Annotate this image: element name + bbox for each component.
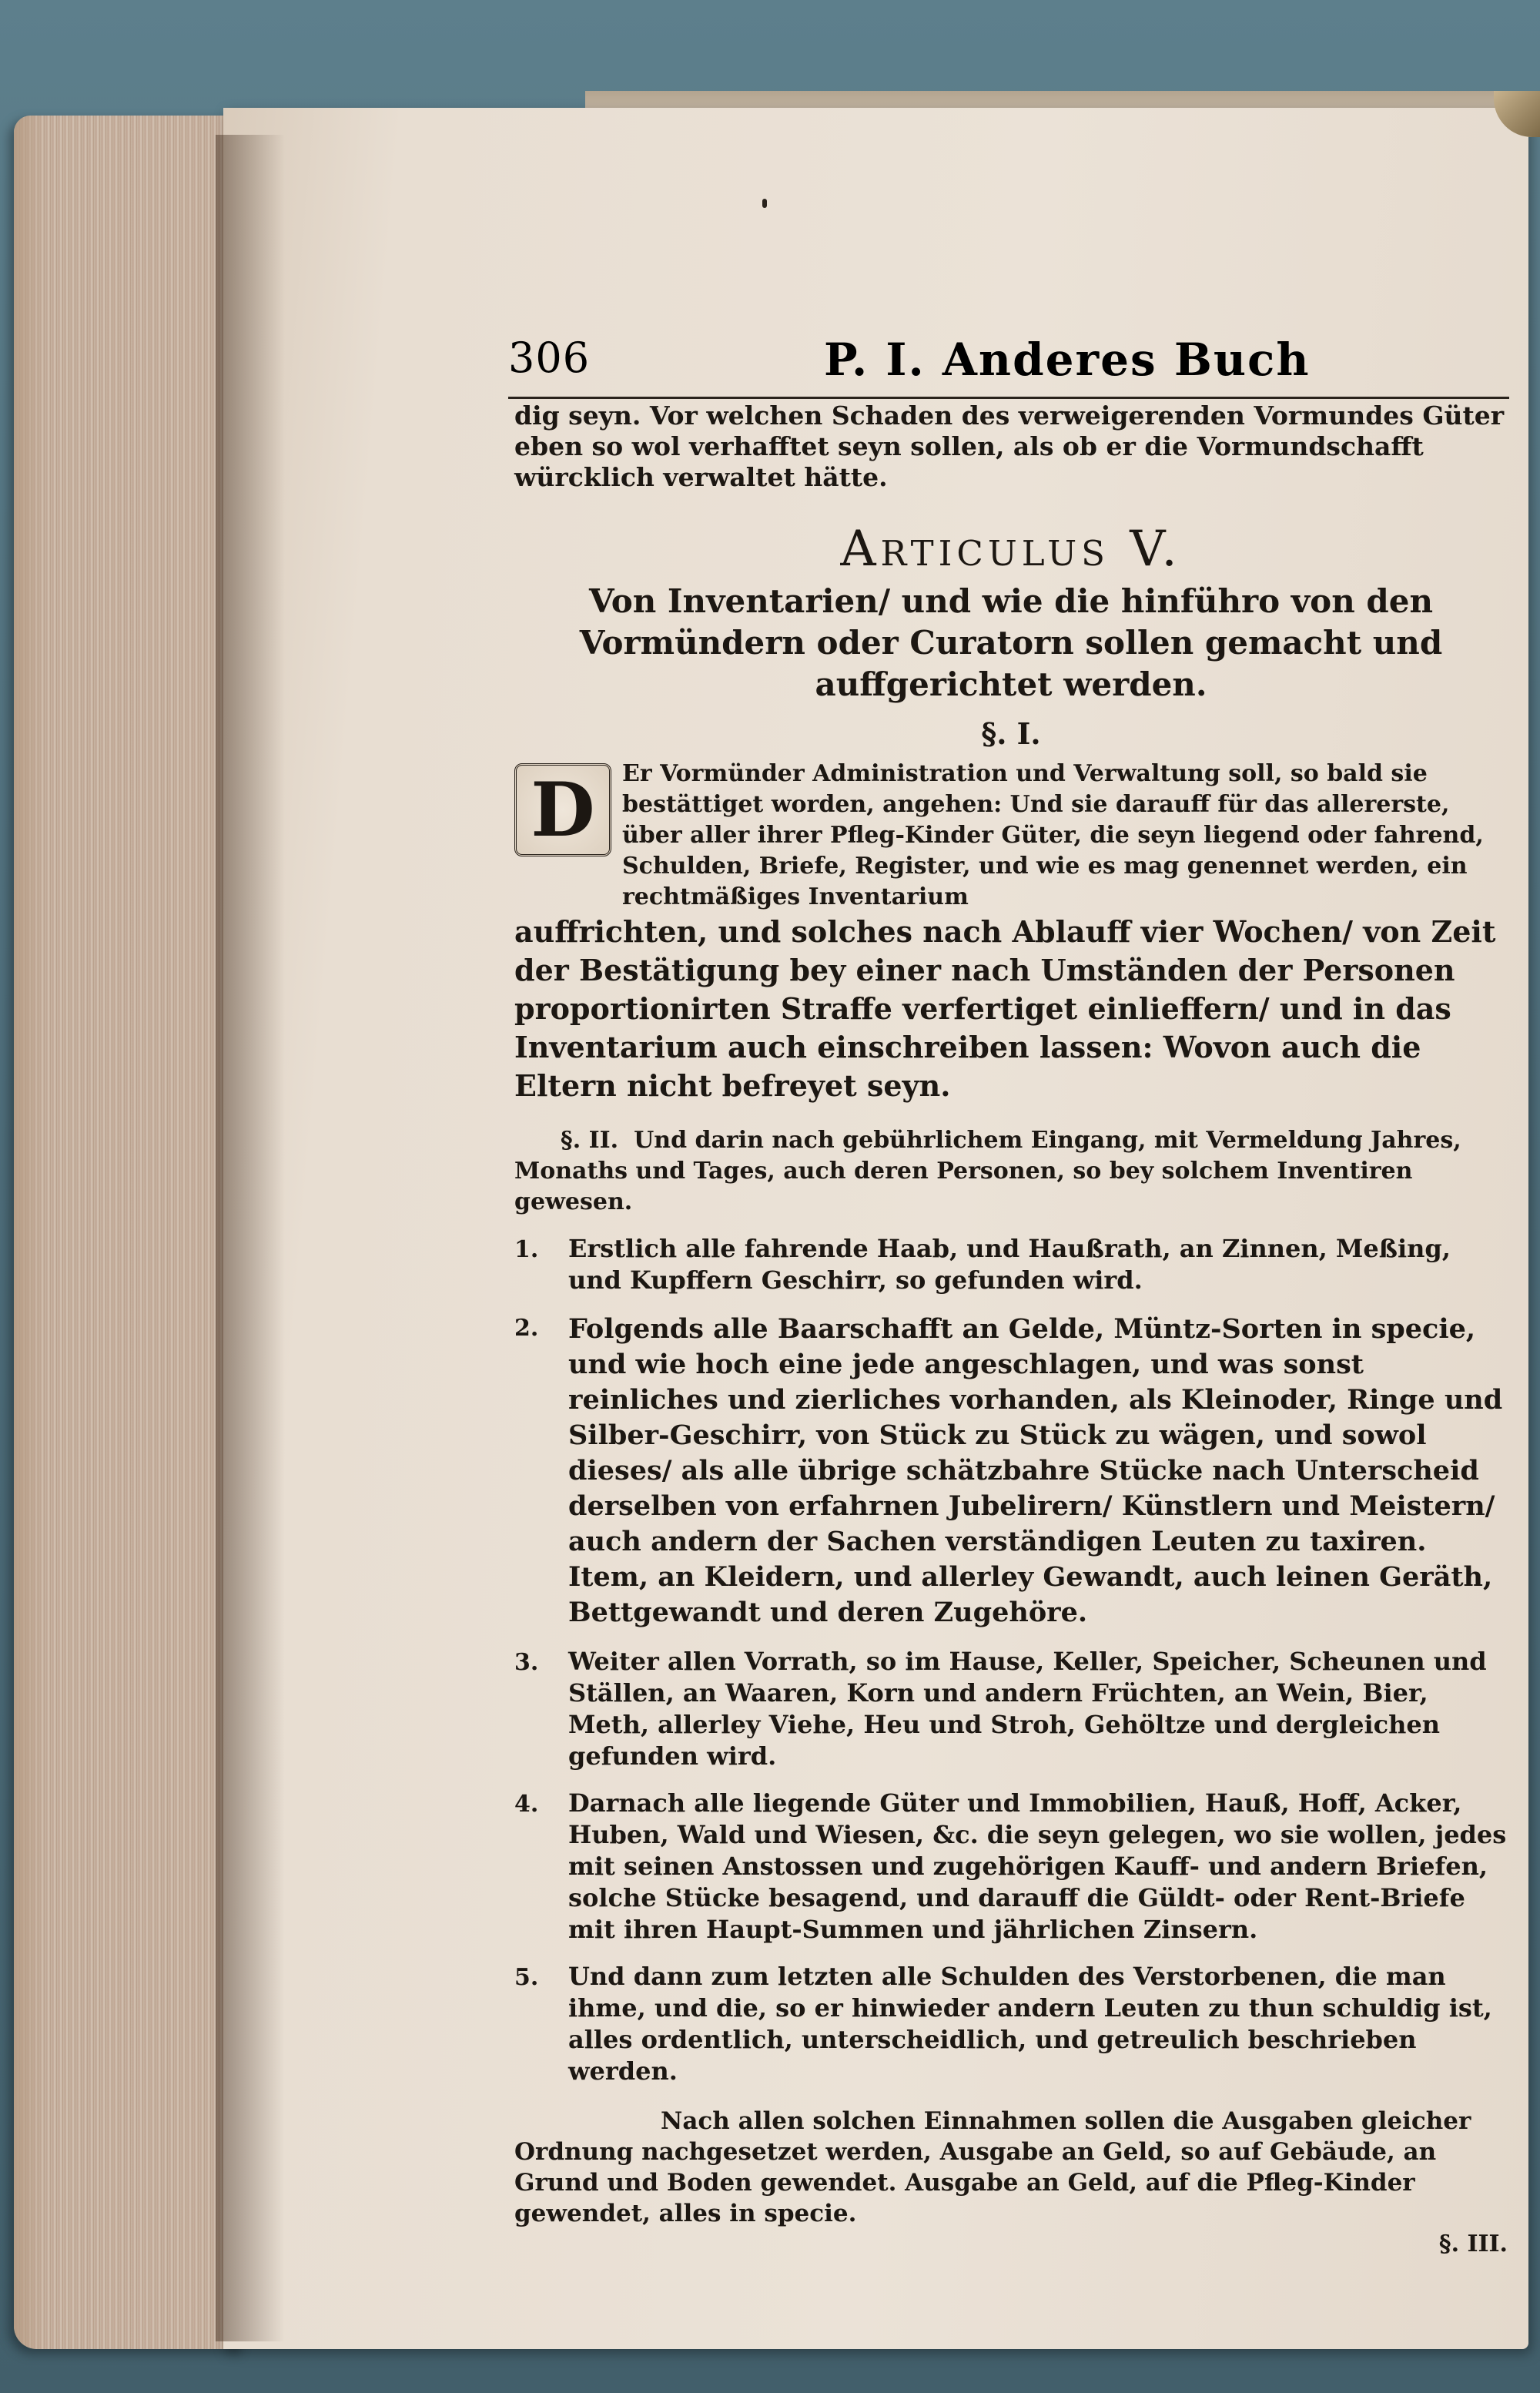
section-1-opening: Er Vormünder Administration und Verwaltung soll, so bald sie bestättiget worden, angehen: Und sie darauff für das allererste, über aller ihrer Pfleg-Kinder Güter, die seyn liegend oder fahrend, Schulden, Briefe, Register, und wie es mag genennet werden, ein rechtmäßiges Inventarium: [622, 760, 1484, 910]
article-subtitle: Von Inventarien/ und wie die hinführo von den Vormündern oder Curatorn sollen gemacht und auffgerichtet werden.: [579, 582, 1443, 703]
item-number: 5.: [514, 1964, 539, 1991]
list-item: [514, 1961, 1508, 2087]
running-head: P. I. Anderes Buch: [824, 333, 1311, 386]
section-1-continuation: auffrichten, und solches nach Ablauff vier Wochen/ von Zeit der Bestätigung bey einer nach Umständen der Personen proportionirten Straffe verfertiget einlieffern/ und in das Inventarium auch einschreiben lassen: Wovon auch die Eltern nicht befreyet seyn.: [514, 914, 1496, 1103]
section-1: [514, 759, 1508, 913]
book-page-edges: [14, 116, 245, 2349]
dropcap-initial: D: [514, 763, 611, 856]
item-text: Und dann zum letzten alle Schulden des Verstorbenen, die man ihme, und die, so er hinwieder andern Leuten zu thun schuldig ist, alles ordentlich, unterscheidlich, und getreulich beschrieben werden.: [568, 1962, 1492, 2086]
list-item: [514, 1312, 1508, 1631]
list-item: [514, 1646, 1508, 1772]
page-body: [514, 401, 1508, 2257]
list-item: [514, 1788, 1508, 1946]
item-number: 4.: [514, 1791, 539, 1818]
section-mark-1: §. I.: [981, 716, 1041, 751]
page-header: [508, 327, 1509, 399]
section-mark-2: §. II.: [561, 1127, 619, 1154]
section-2-text: Und darin nach gebührlichem Eingang, mit Vermeldung Jahres, Monaths und Tages, auch deren Personen, so bey solchem Inventiren gewesen.: [514, 1127, 1461, 1215]
continuation-text: dig seyn. Vor welchen Schaden des verweigerenden Vormundes Güter eben so wol verhafftet seyn sollen, als ob er die Vormundschafft würcklich verwaltet hätte.: [514, 401, 1505, 492]
ink-mark: [762, 199, 767, 208]
item-text: Weiter allen Vorrath, so im Hause, Keller, Speicher, Scheunen und Ställen, an Waaren, Korn und andern Früchten, an Wein, Bier, Meth, allerley Viehe, Heu und Stroh, Gehöltze und dergleichen gefunden wird.: [568, 1647, 1487, 1771]
item-text: Erstlich alle fahrende Haab, und Haußrath, an Zinnen, Meßing, und Kupffern Geschirr, so gefunden wird.: [568, 1234, 1451, 1295]
article-title: Articulus V.: [840, 521, 1182, 578]
closing-paragraph: Nach allen solchen Einnahmen sollen die Ausgaben gleicher Ordnung nachgesetzet werden, Ausgabe an Geld, so auf Gebäude, an Grund und Boden gewendet. Ausgabe an Geld, auf die Pfleg-Kinder gewendet, alles in specie.: [514, 2107, 1471, 2227]
catchword: §. III.: [1438, 2230, 1508, 2257]
inventory-list: [514, 1233, 1508, 2087]
item-text: Darnach alle liegende Güter und Immobilien, Hauß, Hoff, Acker, Huben, Wald und Wiesen, &c. die seyn gelegen, wo sie wollen, jedes mit seinen Anstossen und zugehörigen Kauff- und andern Briefen, solche Stücke besagend, und darauff die Güldt- oder Rent-Briefe mit ihren Haupt-Summen und jährlichen Zinsern.: [568, 1788, 1507, 1944]
item-number: 1.: [514, 1236, 539, 1263]
section-2: [514, 1125, 1508, 1218]
list-item: [514, 1233, 1508, 1296]
folio-number: 306: [508, 333, 591, 382]
item-number: 3.: [514, 1649, 539, 1676]
gutter-shadow: [216, 135, 285, 2341]
item-text: Folgends alle Baarschafft an Gelde, Müntz-Sorten in specie, und wie hoch eine jede angeschlagen, und was sonst reinliches und zierliches vorhanden, als Kleinoder, Ringe und Silber-Geschirr, von Stück zu Stück zu wägen, und sowol dieses/ als alle übrige schätzbahre Stücke nach Unterscheid derselben von erfahrnen Jubelirern/ Künstlern und Meistern/ auch andern der Sachen verständigen Leuten zu taxiren. Item, an Kleidern, und allerley Gewandt, auch leinen Geräth, Bettgewandt und deren Zugehöre.: [568, 1313, 1503, 1628]
item-number: 2.: [514, 1315, 539, 1342]
